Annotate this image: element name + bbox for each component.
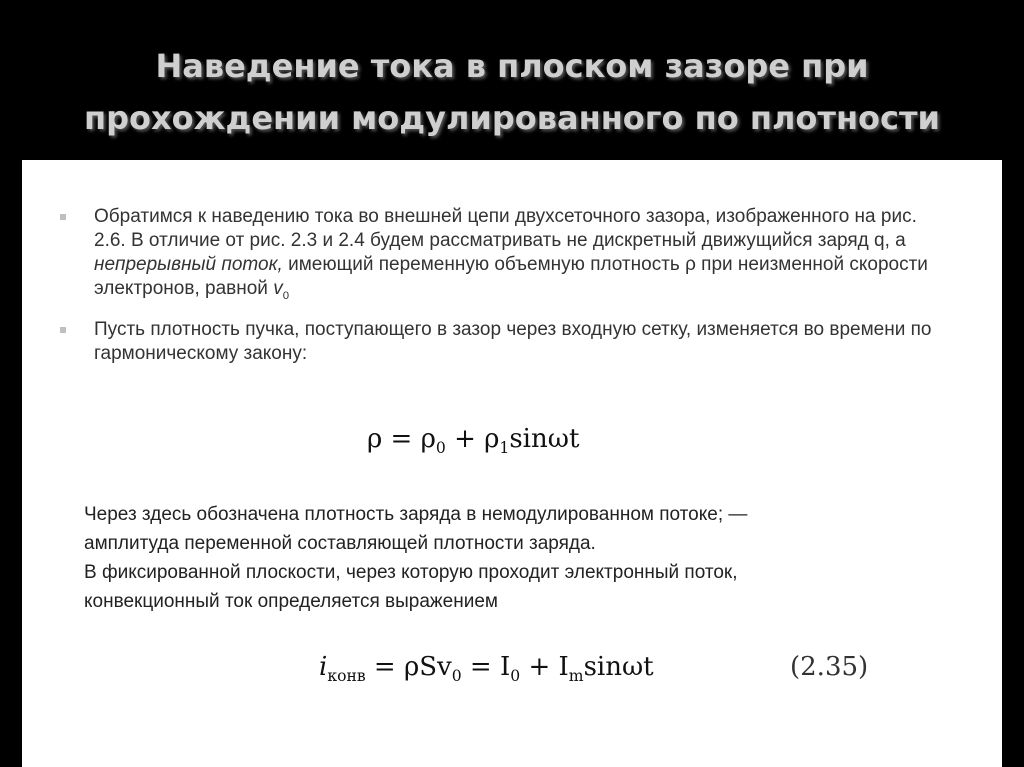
slide-body [22, 160, 1002, 767]
bullet-italic-text: непрерывный поток, [94, 254, 283, 275]
current-formula: $i_{конв} = \rho Sv_0 = I_0 + I_m\sin\omega t$ [319, 652, 654, 686]
bullet-text-continued: имеющий переменную объемную плотность ρ при неизменной скорости электронов, равной [94, 254, 928, 299]
bullet-square-icon [60, 327, 66, 333]
velocity-symbol: v [273, 278, 283, 299]
density-formula: $\rho = \rho_0 + \rho_1\sin\omega t$ [367, 424, 580, 458]
paragraph-line: амплитуда переменной составляющей плотности заряда. [84, 533, 596, 554]
bullet-item [60, 205, 940, 308]
bullet-square-icon [60, 214, 66, 220]
paragraph-line: Через здесь обозначена плотность заряда в немодулированном потоке; — [84, 504, 748, 525]
bullet-text: Пусть плотность пучка, поступающего в зазор через входную сетку, изменяется во времени по гармоническому закону: [94, 318, 932, 364]
paragraph-line: В фиксированной плоскости, через которую проходит электронный поток, [84, 562, 738, 583]
explanation-paragraph [84, 500, 964, 616]
bullet-item [60, 318, 940, 366]
equation-number: (2.35) [790, 652, 869, 682]
paragraph-line: конвекционный ток определяется выражением [84, 591, 498, 612]
bullet-list [60, 205, 940, 376]
bullet-text: Обратимся к наведению тока во внешней цепи двухсеточного зазора, изображенного на рис. 2.6. В отличие от рис. 2.3 и 2.4 будем рассматривать не дискретный движущийся заряд q, а [94, 206, 917, 251]
slide-title: Наведение тока в плоском зазоре при прохождении модулированного по плотности [84, 47, 940, 137]
velocity-subscript: 0 [282, 289, 290, 302]
title-bar [0, 0, 1024, 160]
